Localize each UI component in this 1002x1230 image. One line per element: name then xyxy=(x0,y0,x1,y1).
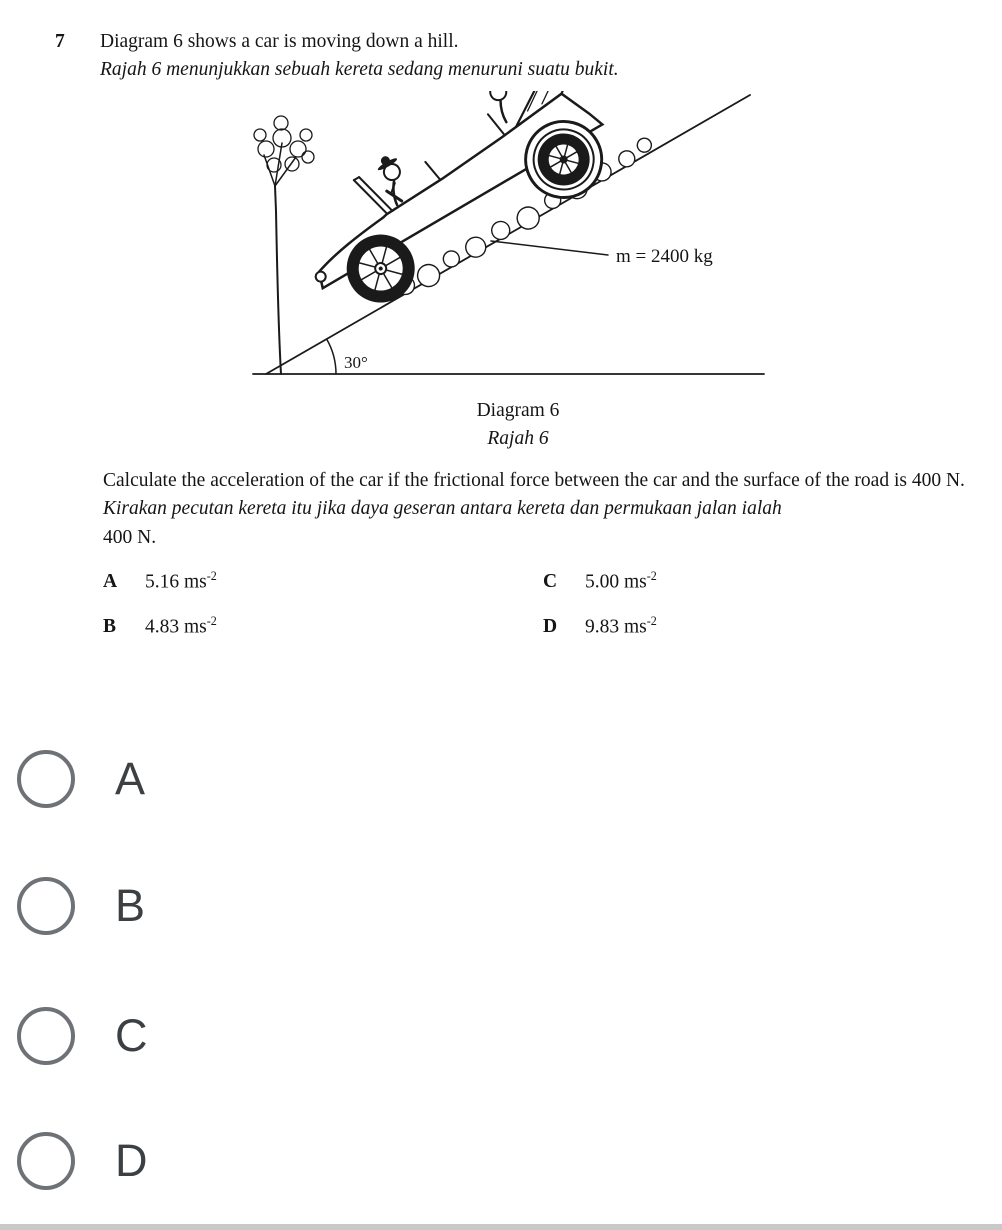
radio-button-icon[interactable] xyxy=(17,1007,75,1065)
mass-pointer-line xyxy=(491,241,608,255)
answer-option-d[interactable] xyxy=(17,1132,148,1190)
printed-option-letter: B xyxy=(103,616,117,638)
hill-car-illustration xyxy=(248,91,788,391)
question-body-ms-tail: 400 N. xyxy=(103,526,157,548)
question-prompt xyxy=(100,28,619,85)
radio-button-icon[interactable] xyxy=(17,1132,75,1190)
figure-caption-en: Diagram 6 xyxy=(476,399,560,421)
printed-option-a xyxy=(103,568,543,597)
question-body xyxy=(103,467,988,552)
answer-option-label: C xyxy=(115,1010,148,1061)
answer-option-b[interactable] xyxy=(17,877,145,935)
printed-option-b xyxy=(103,613,543,642)
printed-option-value xyxy=(145,568,217,597)
option-value-base: 5.00 ms xyxy=(585,571,647,593)
question-body-en: Calculate the acceleration of the car if the frictional force between the car and the surface of the road is 400 N. xyxy=(103,470,965,492)
tree xyxy=(254,116,314,374)
radio-button-icon[interactable] xyxy=(17,750,75,808)
printed-option-value xyxy=(145,613,217,642)
question-prompt-en: Diagram 6 shows a car is moving down a hill. xyxy=(100,31,459,52)
angle-label: 30° xyxy=(344,352,368,372)
question-body-ms: Kirakan pecutan kereta itu jika daya geseran antara kereta dan permukaan jalan ialah xyxy=(103,498,782,520)
option-value-exponent: -2 xyxy=(646,613,657,628)
bottom-divider xyxy=(0,1224,1002,1230)
question-header xyxy=(55,28,977,85)
option-value-base: 4.83 ms xyxy=(145,616,207,638)
option-value-exponent: -2 xyxy=(646,568,657,583)
answer-option-label: D xyxy=(115,1135,148,1186)
figure-caption-ms: Rajah 6 xyxy=(487,427,549,449)
printed-option-c xyxy=(543,568,983,597)
diagram-figure xyxy=(248,91,788,454)
car xyxy=(270,91,659,335)
printed-option-d xyxy=(543,613,983,642)
figure-caption xyxy=(248,397,788,454)
option-value-exponent: -2 xyxy=(206,568,217,583)
mass-label: m = 2400 kg xyxy=(616,245,713,267)
answer-option-label: B xyxy=(115,880,146,931)
radio-button-icon[interactable] xyxy=(17,877,75,935)
printed-option-letter: A xyxy=(103,571,118,593)
driver xyxy=(371,151,417,206)
angle-arc xyxy=(327,339,336,374)
answer-option-a[interactable] xyxy=(17,750,145,808)
answer-option-label: A xyxy=(115,753,146,804)
option-value-base: 9.83 ms xyxy=(585,616,647,638)
printed-option-value xyxy=(585,568,657,597)
printed-option-value xyxy=(585,613,657,642)
printed-options xyxy=(103,568,977,642)
printed-option-letter: D xyxy=(543,616,558,638)
passenger xyxy=(480,91,523,124)
question-number: 7 xyxy=(55,31,65,52)
printed-option-letter: C xyxy=(543,571,558,593)
answer-option-c[interactable] xyxy=(17,1007,148,1065)
option-value-exponent: -2 xyxy=(206,613,217,628)
question-prompt-ms: Rajah 6 menunjukkan sebuah kereta sedang menuruni suatu bukit. xyxy=(100,59,619,81)
option-value-base: 5.16 ms xyxy=(145,571,207,593)
